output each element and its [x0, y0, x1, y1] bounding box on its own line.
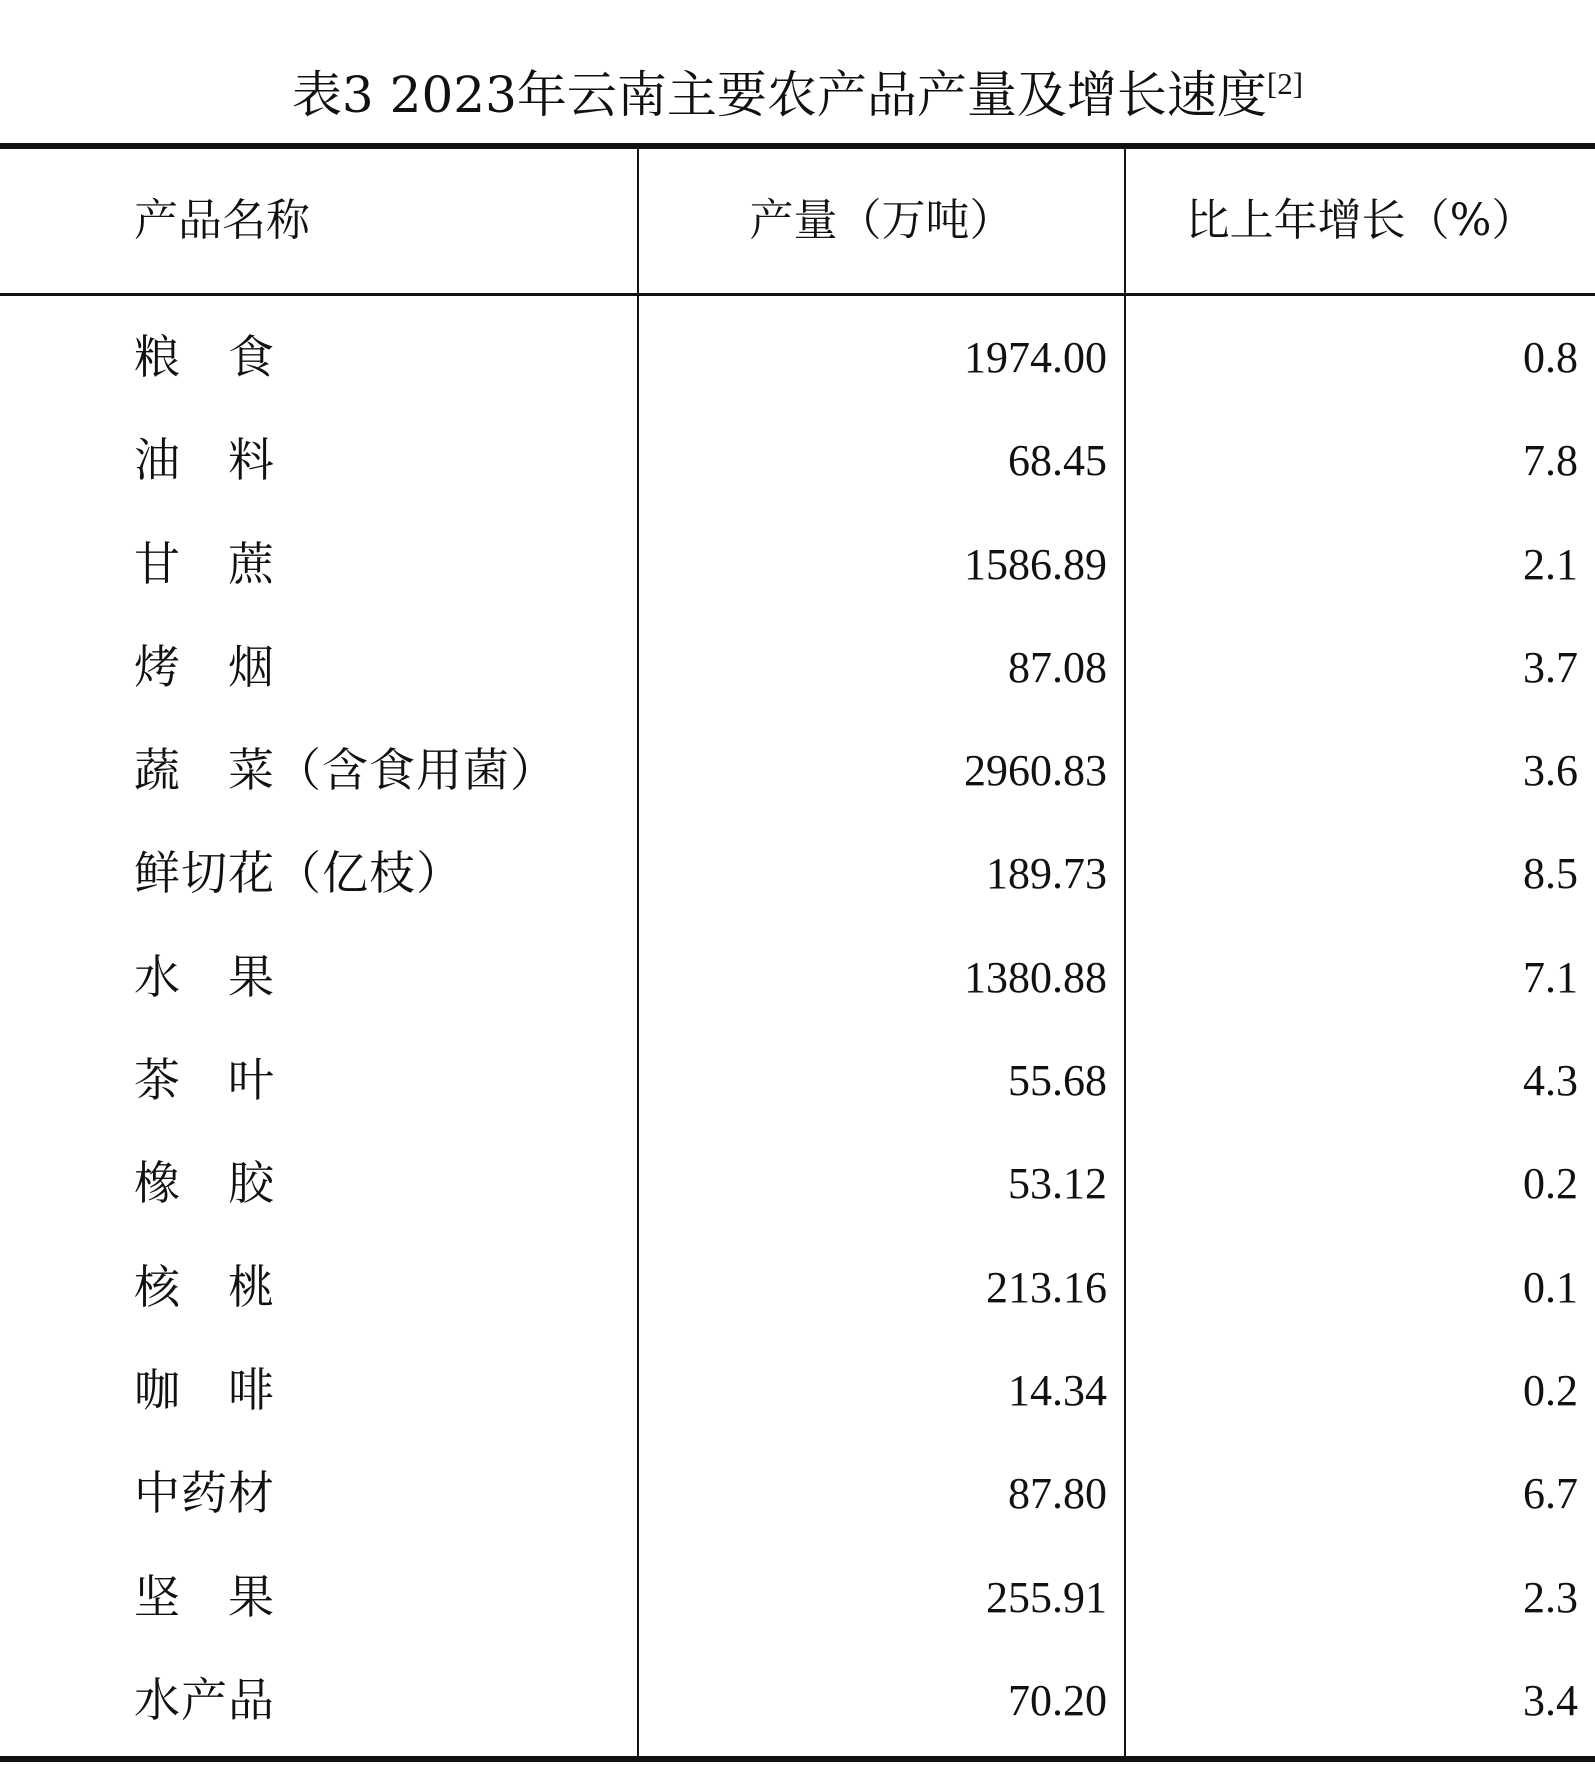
growth-cell: 7.8: [1523, 436, 1578, 486]
product-name-cell: 咖 啡: [134, 1362, 275, 1417]
header-quantity: 产量（万吨）: [749, 195, 1014, 246]
table-row: [0, 1442, 1595, 1545]
quantity-cell: 53.12: [1008, 1159, 1107, 1209]
product-name-cell: 中药材: [134, 1466, 275, 1521]
growth-cell: 0.2: [1523, 1365, 1578, 1415]
header-growth: 比上年增长（%）: [1185, 195, 1536, 246]
table-row: [0, 1029, 1595, 1132]
product-name-cell: 粮 食: [134, 330, 275, 384]
quantity-cell: 1586.89: [964, 539, 1107, 589]
growth-cell: 0.2: [1523, 1159, 1578, 1209]
product-name-cell: 水 果: [134, 949, 275, 1004]
growth-cell: 0.8: [1523, 333, 1578, 382]
growth-cell: 2.1: [1523, 539, 1578, 589]
product-name-cell: 蔬 菜（含食用菌）: [134, 743, 557, 798]
table-row: [0, 1546, 1595, 1649]
product-name-cell: 甘 蔗: [134, 536, 275, 591]
growth-cell: 7.1: [1523, 952, 1578, 1002]
table-row: [0, 1339, 1595, 1442]
growth-cell: 6.7: [1523, 1469, 1578, 1519]
product-name-cell: 茶 叶: [134, 1053, 275, 1108]
table-row: [0, 926, 1595, 1029]
growth-cell: 3.6: [1523, 746, 1578, 796]
growth-cell: 4.3: [1523, 1056, 1578, 1106]
table-row: [0, 616, 1595, 719]
quantity-cell: 2960.83: [964, 746, 1107, 796]
growth-cell: 2.3: [1523, 1572, 1578, 1622]
quantity-cell: 70.20: [1008, 1675, 1107, 1725]
product-name-cell: 水产品: [134, 1672, 275, 1727]
product-name-cell: 橡 胶: [134, 1156, 275, 1211]
quantity-cell: 1974.00: [964, 333, 1107, 382]
product-name-cell: 烤 烟: [134, 639, 275, 694]
product-name-cell: 核 桃: [134, 1259, 275, 1314]
product-name-cell: 油 料: [134, 433, 275, 488]
table-title-text: 表3 2023年云南主要农产品产量及增长速度: [291, 66, 1267, 124]
quantity-cell: 68.45: [1008, 436, 1107, 486]
table-bottom-rule: [0, 1756, 1595, 1762]
table-row: [0, 1132, 1595, 1235]
table-title-footnote-ref: [2]: [1266, 66, 1304, 101]
quantity-cell: 1380.88: [964, 952, 1107, 1002]
quantity-cell: 189.73: [986, 849, 1107, 899]
table-header-rule: [0, 293, 1595, 296]
table-body: [0, 306, 1595, 1752]
product-name-cell: 坚 果: [134, 1569, 275, 1624]
header-product-name: 产品名称: [134, 195, 310, 246]
product-name-cell: 鲜切花（亿枝）: [134, 846, 463, 901]
quantity-cell: 87.08: [1008, 642, 1107, 692]
quantity-cell: 55.68: [1008, 1056, 1107, 1106]
quantity-cell: 87.80: [1008, 1469, 1107, 1519]
table-row: [0, 306, 1595, 409]
quantity-cell: 255.91: [986, 1572, 1107, 1622]
table-row: [0, 409, 1595, 512]
table-row: [0, 719, 1595, 822]
quantity-cell: 213.16: [986, 1262, 1107, 1312]
quantity-cell: 14.34: [1008, 1365, 1107, 1415]
growth-cell: 3.7: [1523, 642, 1578, 692]
table-row: [0, 822, 1595, 925]
table-title: [0, 62, 1595, 128]
growth-cell: 3.4: [1523, 1675, 1578, 1725]
table-row: [0, 1236, 1595, 1339]
growth-cell: 0.1: [1523, 1262, 1578, 1312]
table-row: [0, 1649, 1595, 1752]
table-header-row: [0, 149, 1595, 293]
table-row: [0, 513, 1595, 616]
growth-cell: 8.5: [1523, 849, 1578, 899]
